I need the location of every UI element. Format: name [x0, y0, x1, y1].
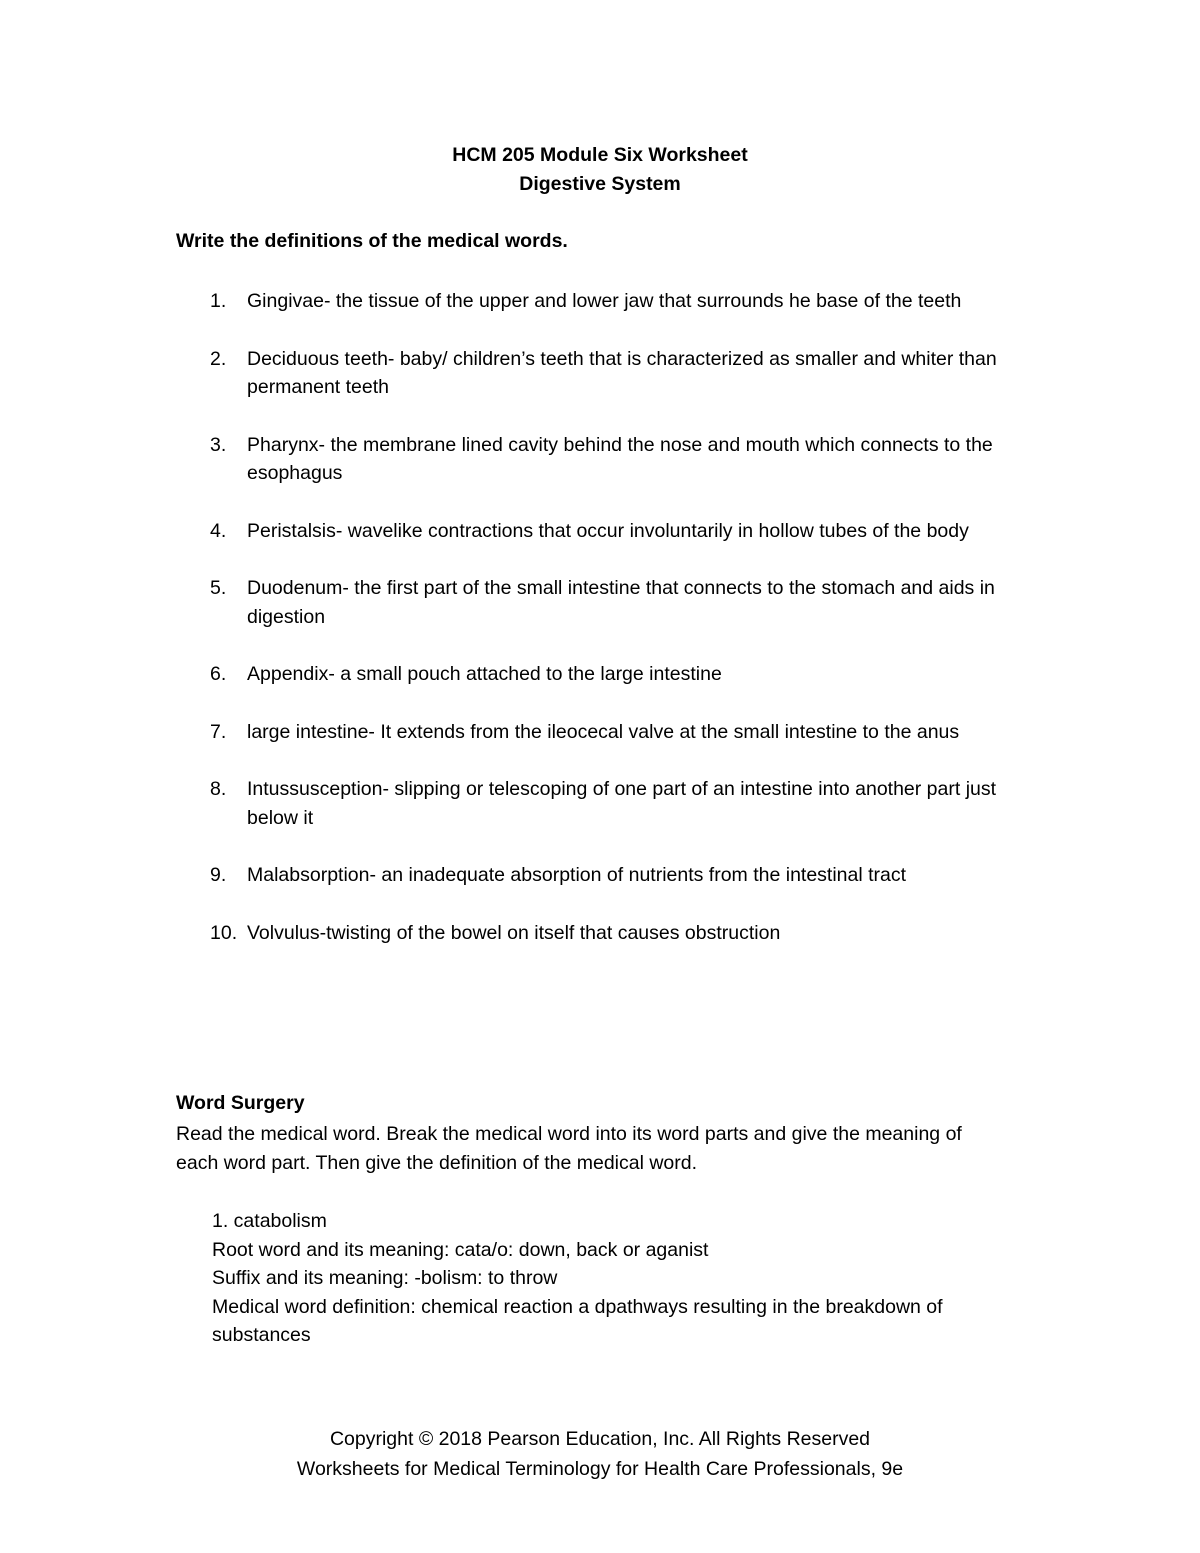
list-item — [176, 287, 1046, 316]
list-item — [176, 574, 1046, 631]
item-text: Malabsorption- an inadequate absorption of nutrients from the intestinal tract — [247, 864, 907, 886]
item-number: 5. — [210, 577, 227, 599]
list-item — [176, 660, 1046, 689]
page-title: HCM 205 Module Six Worksheet — [452, 144, 748, 166]
item-number: 10. — [210, 921, 238, 944]
item-number: 6. — [210, 663, 227, 685]
list-item — [176, 517, 1046, 546]
definitions-instruction: Write the definitions of the medical words. — [176, 230, 568, 252]
list-item — [176, 919, 1046, 948]
root-word-meaning: Root word and its meaning: cata/o: down, back or aganist — [212, 1238, 709, 1261]
item-number: 4. — [210, 519, 227, 542]
item-text: Appendix- a small pouch attached to the large intestine — [247, 663, 722, 685]
item-number: 7. — [210, 720, 227, 743]
item-number: 1. — [210, 290, 227, 312]
suffix-meaning: Suffix and its meaning: -bolism: to throw — [212, 1267, 558, 1289]
item-number: 2. — [210, 347, 227, 370]
list-item — [176, 861, 1046, 890]
word-surgery-instructions: Read the medical word. Break the medical word into its word parts and give the meaning of each word part. Then give the definition of the medical word. — [176, 1123, 962, 1174]
medical-word: 1. catabolism — [212, 1210, 327, 1232]
page-subtitle: Digestive System — [519, 173, 681, 195]
item-text: Intussusception- slipping or telescoping of one part of an intestine into another part just below it — [247, 778, 997, 829]
item-text: Pharynx- the membrane lined cavity behind the nose and mouth which connects to the esophagus — [247, 433, 993, 484]
footer-book-title: Worksheets for Medical Terminology for Health Care Professionals, 9e — [296, 1458, 904, 1480]
word-surgery-heading: Word Surgery — [176, 1092, 305, 1114]
item-text: Deciduous teeth- baby/ children’s teeth that is characterized as smaller and whiter than permanent teeth — [247, 347, 997, 398]
list-item — [176, 345, 1046, 402]
list-item — [176, 431, 1046, 488]
medical-word-definition: Medical word definition: chemical reaction a dpathways resulting in the breakdown of substances — [212, 1295, 943, 1346]
item-text: large intestine- It extends from the ileocecal valve at the small intestine to the anus — [247, 720, 960, 743]
footer-copyright: Copyright © 2018 Pearson Education, Inc. All Rights Reserved — [329, 1428, 871, 1450]
item-number: 3. — [210, 433, 227, 456]
word-surgery-exercise — [212, 1207, 1032, 1350]
item-number: 9. — [210, 864, 227, 886]
item-text: Peristalsis- wavelike contractions that occur involuntarily in hollow tubes of the body — [247, 519, 969, 542]
item-text: Duodenum- the first part of the small intestine that connects to the stomach and aids in digestion — [247, 577, 995, 628]
list-item — [176, 775, 1046, 832]
item-number: 8. — [210, 778, 227, 800]
item-text: Gingivae- the tissue of the upper and lower jaw that surrounds he base of the teeth — [247, 290, 962, 312]
definitions-list — [176, 287, 1046, 976]
list-item — [176, 718, 1046, 747]
item-text: Volvulus-twisting of the bowel on itself that causes obstruction — [247, 921, 781, 944]
